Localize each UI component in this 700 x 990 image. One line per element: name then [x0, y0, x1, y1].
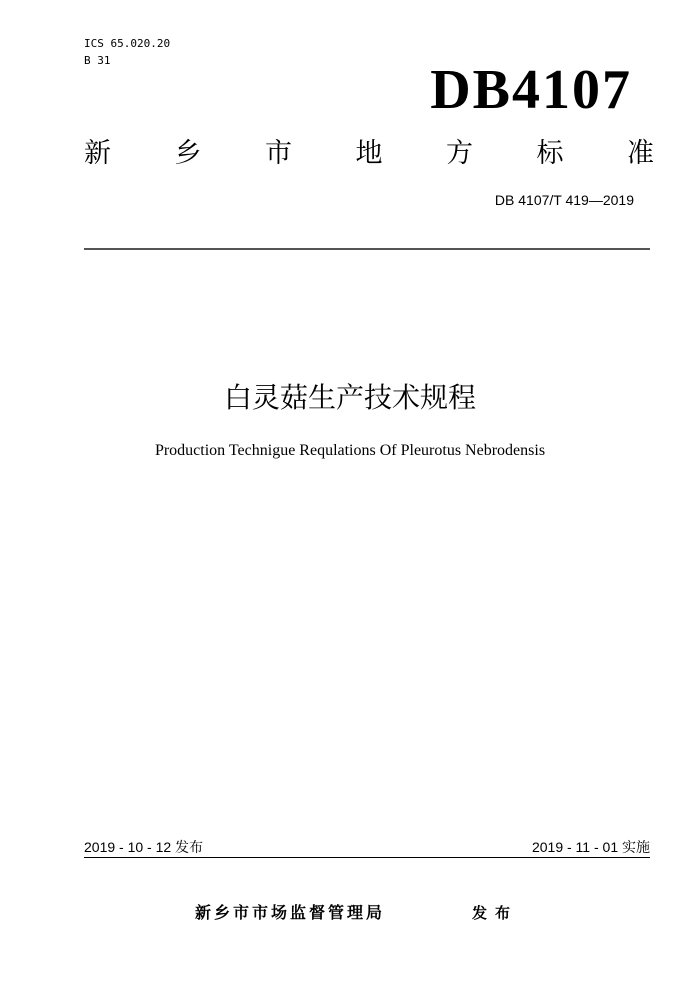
issue-label: 发布 [472, 904, 519, 922]
standard-type-char: 乡 [174, 138, 202, 169]
ics-code: ICS 65.020.20 [84, 37, 171, 50]
standard-code-logo: DB4107 [430, 59, 632, 121]
publish-date: 2019 - 10 - 12 发布 [84, 839, 204, 855]
document-title: 白灵菇生产技术规程 [223, 381, 476, 414]
document-subtitle: Production Technigue Requlations Of Pleurotus Nebrodensis [154, 442, 546, 459]
ccs-code: B 31 [84, 54, 111, 67]
implement-date: 2019 - 11 - 01 实施 [531, 839, 650, 855]
header-divider [84, 248, 650, 250]
standard-type-char: 地 [355, 138, 383, 169]
standard-type-char: 标 [536, 138, 564, 169]
issuing-authority: 新乡市市场监督管理局 [195, 903, 386, 922]
footer-divider [84, 857, 650, 858]
standard-type-char: 方 [446, 138, 473, 169]
standard-type-char: 准 [627, 138, 654, 169]
standard-type-char: 市 [265, 138, 292, 169]
standard-type-title [84, 136, 654, 172]
standard-number: DB 4107/T 419—2019 [494, 192, 634, 208]
standard-type-char: 新 [84, 138, 111, 169]
